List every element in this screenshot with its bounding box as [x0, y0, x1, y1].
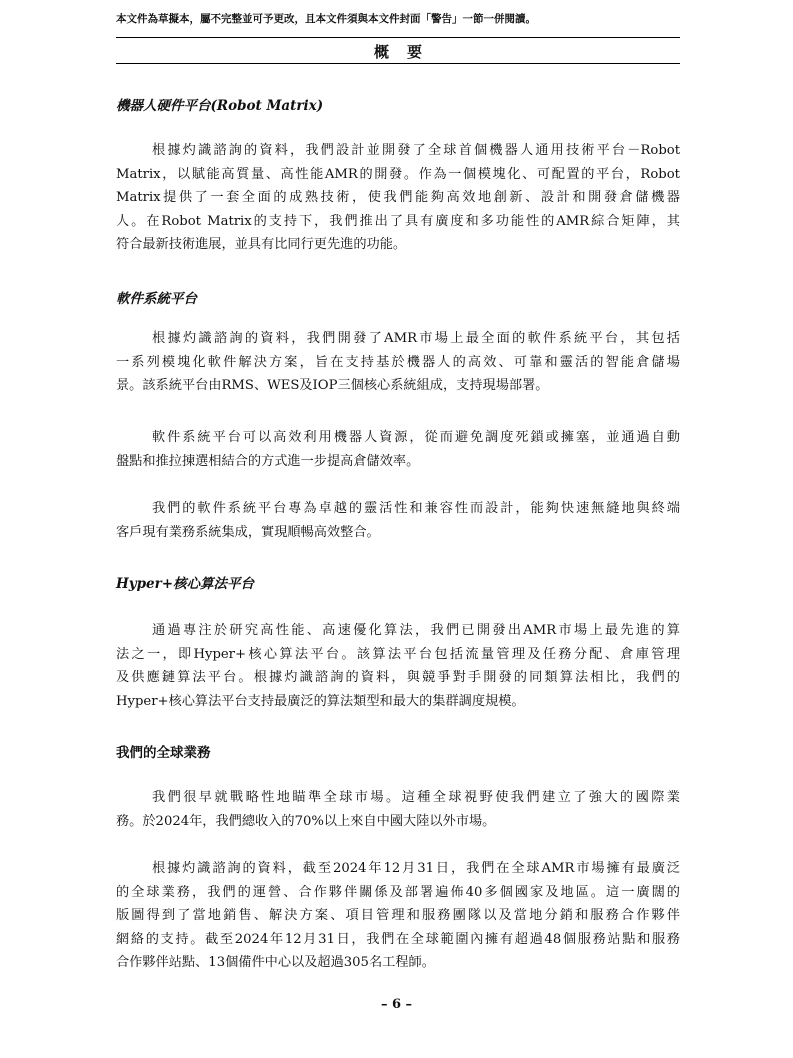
text-line: 景。該系統平台由RMS、WES及IOP三個核心系統組成，支持現場部署。 — [116, 378, 549, 393]
text-line: 通過專注於研究高性能、高速優化算法，我們已開發出AMR市場上最先進的算 — [152, 623, 680, 638]
text-line: 我們很早就戰略性地瞄準全球市場。這種全球視野使我們建立了強大的國際業 — [152, 790, 680, 805]
paragraph-software-3 — [116, 497, 680, 544]
heading-robot-matrix: 機器人硬件平台(Robot Matrix) — [116, 98, 324, 114]
text-line: 根據灼識諮詢的資料，我們設計並開發了全球首個機器人通用技術平台－Robot — [152, 143, 680, 158]
header-rule-top — [116, 37, 680, 38]
text-line: 的全球業務，我們的運營、合作夥伴關係及部署遍佈40多個國家及地區。這一廣闊的 — [116, 884, 680, 900]
page-number: – 6 – — [380, 997, 413, 1012]
heading-software: 軟件系統平台 — [116, 291, 197, 307]
section-title: 概要 — [373, 43, 440, 61]
text-line: 根據灼識諮詢的資料，我們開發了AMR市場上最全面的軟件系統平台，其包括 — [152, 331, 680, 346]
header-rule-bottom — [116, 63, 680, 64]
text-line: 版圖得到了當地銷售、解決方案、項目管理和服務團隊以及當地分銷和服務合作夥伴 — [116, 908, 680, 923]
heading-global-business: 我們的全球業務 — [116, 745, 211, 761]
text-line: 務。於2024年，我們總收入的70%以上來自中國大陸以外市場。 — [116, 813, 496, 829]
text-line: 及供應鏈算法平台。根據灼識諮詢的資料，與競爭對手開發的同類算法相比，我們的 — [116, 670, 680, 685]
text-line: 符合最新技術進展，並具有比同行更先進的功能。 — [116, 237, 407, 252]
text-line: 網絡的支持。截至2024年12月31日，我們在全球範圍內擁有超過48個服務站點和服務 — [116, 931, 680, 947]
text-line: Matrix提供了一套全面的成熟技術，使我們能夠高效地創新、設計和開發倉儲機器 — [116, 190, 680, 205]
text-line: 軟件系統平台可以高效利用機器人資源，從而避免調度死鎖或擁塞，並通過自動 — [152, 430, 680, 445]
text-line: 我們的軟件系統平台專為卓越的靈活性和兼容性而設計，能夠快速無縫地與終端 — [152, 501, 680, 516]
heading-hyper: Hyper+核心算法平台 — [116, 576, 255, 592]
paragraph-software-2 — [116, 426, 680, 473]
paragraph-global-1 — [116, 786, 680, 833]
text-line: 法之一，即Hyper+核心算法平台。該算法平台包括流量管理及任務分配、倉庫管理 — [116, 646, 680, 662]
paragraph-software-1 — [116, 327, 680, 398]
draft-warning: 本文件為草擬本，屬不完整並可予更改，且本文件須與本文件封面「警告」一節一併閱讀。 — [116, 13, 536, 25]
text-line: 人。在Robot Matrix的支持下，我們推出了具有廣度和多功能性的AMR綜合矩陣，其 — [116, 213, 680, 229]
text-line: 根據灼識諮詢的資料，截至2024年12月31日，我們在全球AMR市場擁有最廣泛 — [152, 861, 680, 876]
paragraph-hyper-1 — [116, 619, 680, 713]
text-line: 合作夥伴站點、13個備件中心以及超過305名工程師。 — [116, 955, 435, 970]
text-line: 盤點和推拉揀選相結合的方式進一步提高倉儲效率。 — [116, 453, 420, 469]
text-line: Hyper+核心算法平台支持最廣泛的算法類型和最大的集群調度規模。 — [116, 693, 525, 709]
text-line: 客戶現有業務系統集成，實現順暢高效整合。 — [116, 524, 380, 540]
paragraph-robot-matrix-1 — [116, 139, 680, 257]
text-line: 一系列模塊化軟件解決方案，旨在支持基於機器人的高效、可靠和靈活的智能倉儲場 — [116, 354, 680, 370]
paragraph-global-2 — [116, 857, 680, 975]
text-line: Matrix，以賦能高質量、高性能AMR的開發。作為一個模塊化、可配置的平台，Robot — [116, 166, 680, 182]
